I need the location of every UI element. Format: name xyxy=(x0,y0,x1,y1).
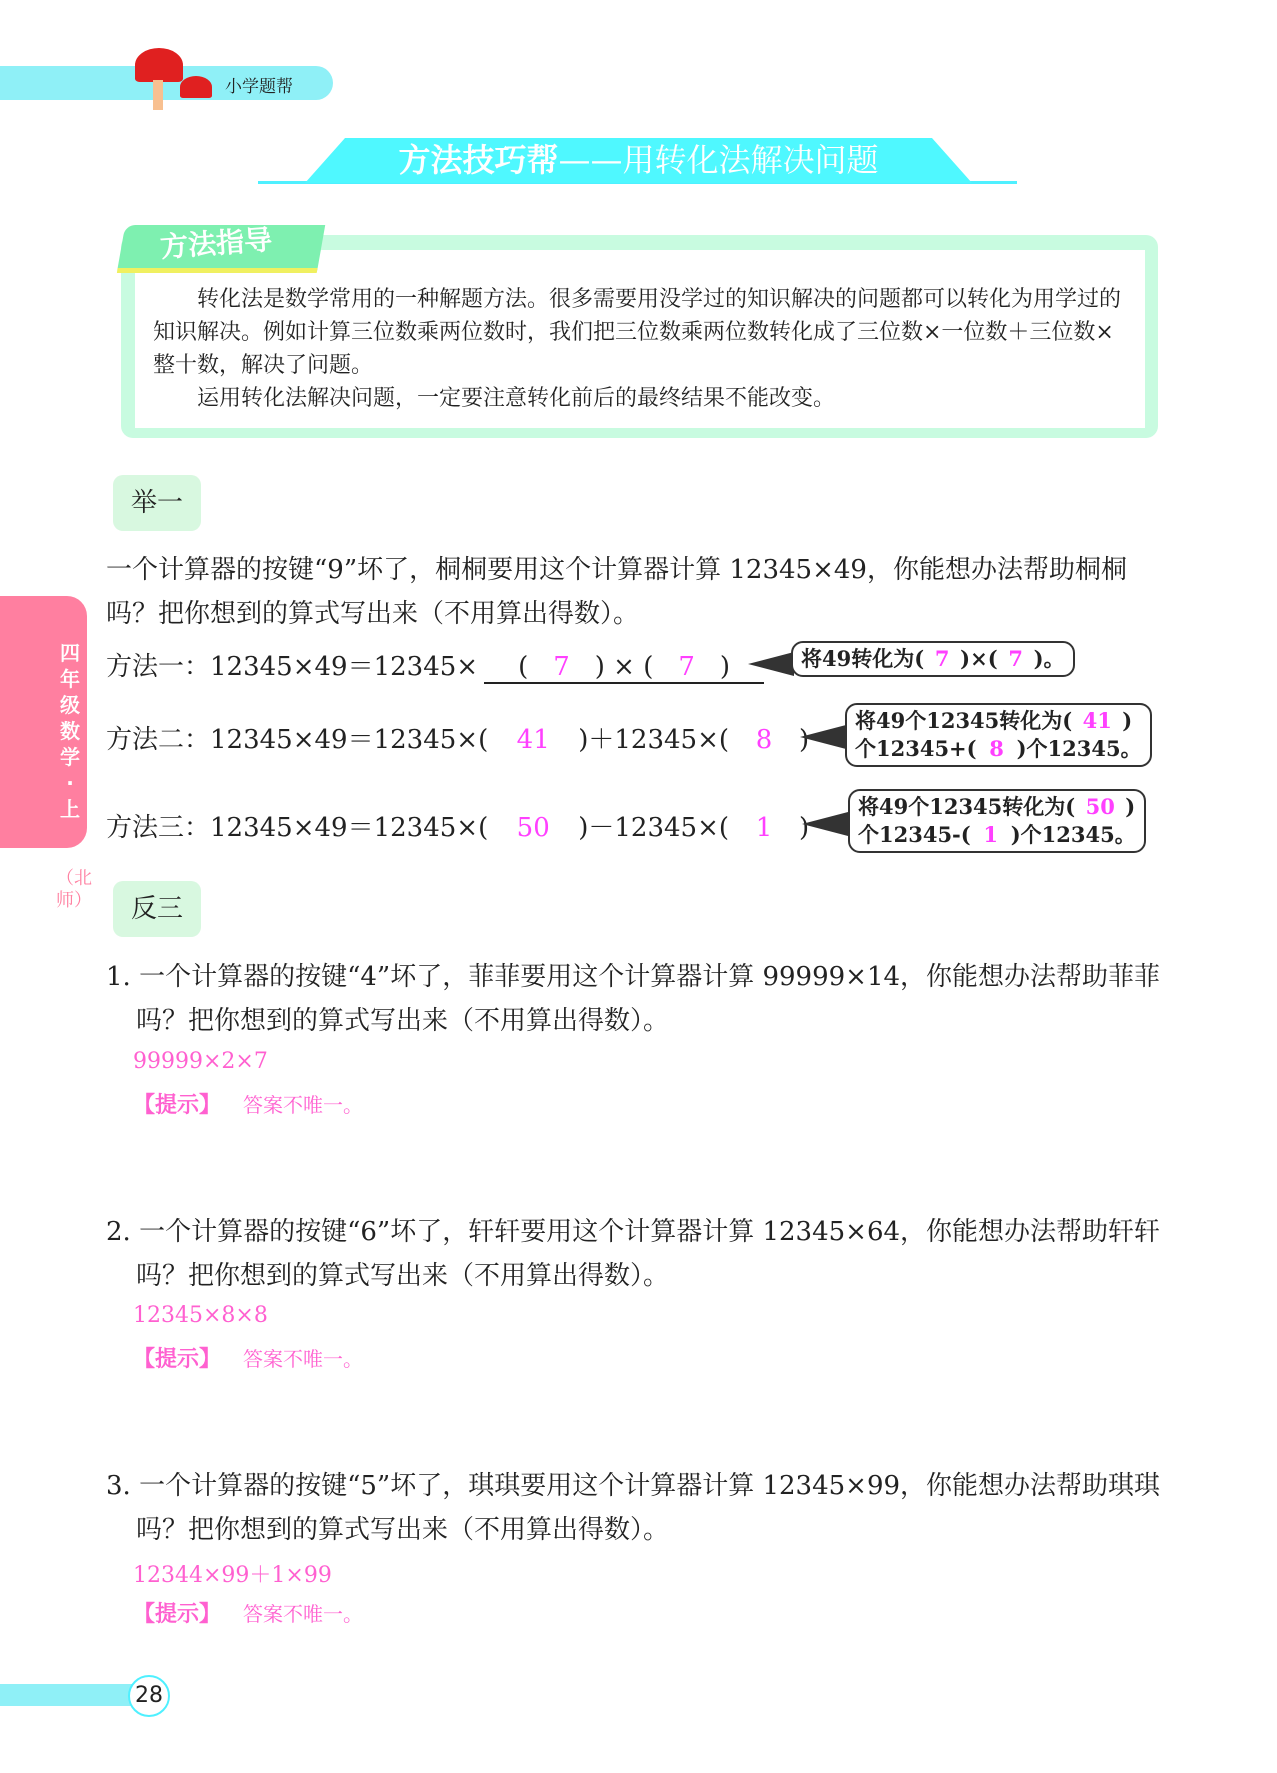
bubble-text: )。 xyxy=(1033,646,1065,671)
bubble-text: ) xyxy=(1125,794,1136,819)
answer-blank: 1 xyxy=(983,822,999,847)
hint-label: 【提示】 xyxy=(133,1092,222,1118)
method-2-mid: )＋12345×( xyxy=(578,725,730,755)
answer-blank: 8 xyxy=(989,736,1004,761)
bubble-tail xyxy=(800,725,846,749)
practice-hint-2 xyxy=(133,1342,363,1373)
hint-text: 答案不唯一。 xyxy=(243,1602,364,1626)
answer-blank: 50 xyxy=(1085,794,1115,819)
side-edition-label: （北师） xyxy=(56,868,92,911)
answer-blank: 41 xyxy=(1082,708,1112,733)
practice-question-2: 2. 一个计算器的按键“6”坏了，轩轩要用这个计算器计算 12345×64，你能想办法帮助轩轩吗？把你想到的算式写出来（不用算出得数）。 xyxy=(106,1217,1161,1291)
hint-bubble-3 xyxy=(848,789,1146,853)
mushroom-stem xyxy=(153,80,163,110)
bubble-text: ) xyxy=(1122,708,1133,733)
bubble-text: )个12345。 xyxy=(1010,822,1136,847)
method-2-prefix: 方法二：12345×49＝12345×( xyxy=(106,725,489,755)
operator: × xyxy=(613,652,635,682)
method-2-end: ) xyxy=(799,725,810,755)
answer-blank: 7 xyxy=(934,646,950,671)
practice-hint-1 xyxy=(133,1088,363,1119)
practice-answer-3: 12344×99＋1×99 xyxy=(133,1563,332,1588)
hint-text: 答案不唯一。 xyxy=(243,1347,364,1371)
brand-label: 小学题帮 xyxy=(225,77,293,97)
answer-blank: 41 xyxy=(516,725,550,755)
practice-answer-2: 12345×8×8 xyxy=(133,1303,268,1328)
bubble-text: )×( xyxy=(960,646,998,671)
bubble-text: 将49个12345转化为( xyxy=(858,794,1076,819)
mushroom-icon xyxy=(135,48,183,82)
answer-blank: 7 xyxy=(1008,646,1023,671)
guide-paragraph-1: 转化法是数学常用的一种解题方法。很多需要用没学过的知识解决的问题都可以转化为用学过的知识解决。例如计算三位数乘两位数时，我们把三位数乘两位数转化成了三位数×一位数＋三位数×整十数，解决了问题。 xyxy=(153,287,1122,378)
hint-label: 【提示】 xyxy=(133,1346,222,1372)
bubble-text: )个12345。 xyxy=(1016,736,1142,761)
hint-text: 答案不唯一。 xyxy=(243,1093,364,1117)
method-3-end: ) xyxy=(799,813,810,843)
practice-question-1: 1. 一个计算器的按键“4”坏了，菲菲要用这个计算器计算 99999×14，你能想办法帮助菲菲吗？把你想到的算式写出来（不用算出得数）。 xyxy=(106,962,1161,1036)
hint-label: 【提示】 xyxy=(133,1601,222,1627)
page-number: 28 xyxy=(128,1675,170,1717)
hint-bubble-1 xyxy=(791,641,1075,677)
title-sub: ——用转化法解决问题 xyxy=(558,141,879,179)
answer-blank: 8 xyxy=(755,725,773,755)
side-tab-label: 四年级数学·上 xyxy=(60,641,80,821)
answer-blank: 50 xyxy=(516,813,550,843)
bubble-text: 将49个12345转化为( xyxy=(855,708,1073,733)
method-guide-tag-label: 方法指导 xyxy=(159,223,274,264)
bubble-text: 个12345+( xyxy=(855,736,977,761)
bubble-text: 将49转化为( xyxy=(801,646,925,671)
answer-blank: 7 xyxy=(553,652,570,682)
bubble-tail xyxy=(802,812,848,836)
method-1: 方法一：12345×49＝12345× ( 7 ) × ( 7 ) xyxy=(106,646,764,684)
bubble-tail xyxy=(748,652,794,676)
method-1-prefix: 方法一：12345×49＝12345× xyxy=(106,652,479,682)
practice-hint-3 xyxy=(133,1597,363,1628)
practice-answer-1: 99999×2×7 xyxy=(133,1049,268,1074)
bubble-text: 个12345-( xyxy=(858,822,971,847)
method-3 xyxy=(106,807,809,844)
example-question: 一个计算器的按键“9”坏了，桐桐要用这个计算器计算 12345×49，你能想办法帮助桐桐吗？把你想到的算式写出来（不用算出得数）。 xyxy=(106,555,1127,629)
page-title xyxy=(0,138,1277,183)
footer-bar xyxy=(0,1684,140,1706)
practice-tag: 反三 xyxy=(113,881,201,937)
title-main: 方法技巧帮 xyxy=(398,141,559,179)
answer-blank: 1 xyxy=(755,813,773,843)
method-2 xyxy=(106,719,809,756)
answer-blank: 7 xyxy=(678,652,695,682)
method-3-prefix: 方法三：12345×49＝12345×( xyxy=(106,813,489,843)
mushroom-small-icon xyxy=(180,76,212,98)
guide-paragraph-2: 运用转化法解决问题，一定要注意转化前后的最终结果不能改变。 xyxy=(197,386,836,411)
example-tag: 举一 xyxy=(113,475,201,531)
hint-bubble-2 xyxy=(845,703,1152,767)
method-3-mid: )－12345×( xyxy=(578,813,730,843)
practice-question-3: 3. 一个计算器的按键“5”坏了，琪琪要用这个计算器计算 12345×99，你能想办法帮助琪琪吗？把你想到的算式写出来（不用算出得数）。 xyxy=(106,1471,1161,1545)
